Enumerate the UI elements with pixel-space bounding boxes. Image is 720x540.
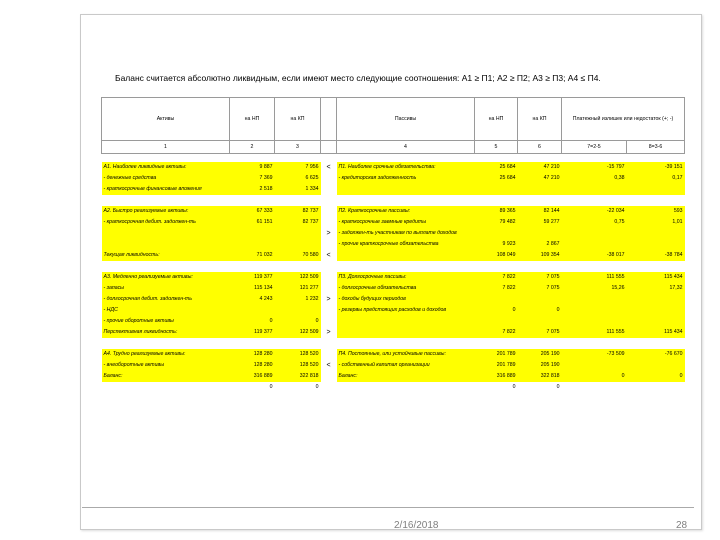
liabilities-end-value: 322 818	[518, 371, 562, 382]
comparison-sign	[321, 173, 337, 184]
assets-end-value: 122 509	[275, 327, 321, 338]
liabilities-start-value: 25 684	[475, 162, 518, 173]
liabilities-cell: - резервы предстоящих расходов и доходов	[337, 305, 475, 316]
table-row	[102, 371, 685, 382]
assets-end-value: 121 277	[275, 283, 321, 294]
comparison-sign: >	[321, 327, 337, 338]
liabilities-cell: П2. Краткосрочные пассивы:	[337, 206, 475, 217]
surplus-end-value	[627, 360, 685, 371]
assets-end-value: 1 232	[275, 294, 321, 305]
liabilities-start-value: 201 789	[475, 349, 518, 360]
header-cell	[321, 98, 337, 141]
liabilities-cell: - кредиторская задолженность	[337, 173, 475, 184]
surplus-end-value	[627, 239, 685, 250]
table-row	[102, 283, 685, 294]
assets-end-value: 128 520	[275, 360, 321, 371]
assets-start-value: 0	[230, 382, 275, 393]
assets-cell	[102, 195, 230, 206]
col-number: 1	[102, 141, 230, 154]
liabilities-cell: - краткосрочные заемные кредиты	[337, 217, 475, 228]
table-row	[102, 327, 685, 338]
surplus-end-value: 115 434	[627, 327, 685, 338]
liabilities-cell: П1. Наиболее срочные обязательства:	[337, 162, 475, 173]
liabilities-end-value: 109 354	[518, 250, 562, 261]
liabilities-start-value: 79 482	[475, 217, 518, 228]
liabilities-end-value: 0	[518, 382, 562, 393]
comparison-sign	[321, 239, 337, 250]
assets-cell: Текущая ликвидность:	[102, 250, 230, 261]
liabilities-start-value	[475, 294, 518, 305]
liabilities-cell: П4. Постоянные, или устойчивые пассивы:	[337, 349, 475, 360]
liabilities-end-value: 7 075	[518, 272, 562, 283]
table-row	[102, 217, 685, 228]
surplus-start-value: 0	[562, 371, 627, 382]
liabilities-cell: - задолжен-ть участникам по выплате доходов	[337, 228, 475, 239]
col-number: 7=2-5	[562, 141, 627, 154]
liabilities-start-value: 89 365	[475, 206, 518, 217]
assets-cell: - краткосрочная дебит. задолжен-ть	[102, 217, 230, 228]
liabilities-cell: - долгосрочные обязательства	[337, 283, 475, 294]
table-row	[102, 173, 685, 184]
surplus-end-value: 0	[627, 371, 685, 382]
assets-cell	[102, 338, 230, 349]
comparison-sign	[321, 316, 337, 327]
assets-cell: А4. Трудно реализуемые активы:	[102, 349, 230, 360]
surplus-start-value	[562, 338, 627, 349]
assets-start-value: 316 889	[230, 371, 275, 382]
liabilities-start-value: 25 684	[475, 173, 518, 184]
surplus-end-value: -38 784	[627, 250, 685, 261]
table-row	[102, 349, 685, 360]
surplus-start-value: 111 555	[562, 327, 627, 338]
liabilities-cell	[337, 184, 475, 195]
header-cell: на НП	[475, 98, 518, 141]
liabilities-cell	[337, 195, 475, 206]
liabilities-cell: - собственный капитал организации	[337, 360, 475, 371]
assets-start-value: 67 333	[230, 206, 275, 217]
assets-end-value: 6 625	[275, 173, 321, 184]
col-number: 2	[230, 141, 275, 154]
slide-heading: Баланс считается абсолютно ликвидным, если имеют место следующие соотношения: А1 ≥ П1; А2 ≥ П2; А3 ≥ П3; А4 ≤ П4.	[115, 73, 601, 83]
surplus-end-value: 17,32	[627, 283, 685, 294]
assets-start-value: 2 518	[230, 184, 275, 195]
assets-end-value: 82 737	[275, 206, 321, 217]
surplus-end-value: 115 434	[627, 272, 685, 283]
surplus-start-value	[562, 316, 627, 327]
table-row	[102, 195, 685, 206]
assets-cell: - внеоборотные активы	[102, 360, 230, 371]
table-row	[102, 206, 685, 217]
comparison-sign	[321, 382, 337, 393]
liabilities-start-value	[475, 338, 518, 349]
spacer-row	[102, 154, 685, 163]
col-number	[321, 141, 337, 154]
header-cell: на КП	[518, 98, 562, 141]
comparison-sign	[321, 195, 337, 206]
assets-cell: Баланс:	[102, 371, 230, 382]
assets-start-value: 128 280	[230, 349, 275, 360]
assets-end-value: 0	[275, 382, 321, 393]
table-row	[102, 250, 685, 261]
surplus-end-value: -76 670	[627, 349, 685, 360]
surplus-start-value: 0,38	[562, 173, 627, 184]
slide-page-number: 28	[676, 520, 688, 531]
comparison-sign	[321, 371, 337, 382]
table-row	[102, 305, 685, 316]
liabilities-cell	[337, 250, 475, 261]
assets-cell: - НДС	[102, 305, 230, 316]
surplus-start-value	[562, 294, 627, 305]
comparison-sign	[321, 272, 337, 283]
assets-start-value: 61 151	[230, 217, 275, 228]
liabilities-end-value	[518, 195, 562, 206]
liabilities-start-value	[475, 184, 518, 195]
surplus-end-value	[627, 305, 685, 316]
liabilities-start-value: 7 822	[475, 272, 518, 283]
liabilities-end-value	[518, 228, 562, 239]
table-row	[102, 184, 685, 195]
surplus-start-value	[562, 360, 627, 371]
surplus-end-value: -39 151	[627, 162, 685, 173]
assets-start-value	[230, 239, 275, 250]
balance-table	[101, 97, 685, 393]
col-number: 5	[475, 141, 518, 154]
liabilities-start-value: 201 789	[475, 360, 518, 371]
header-cell: Платежный излишек или недостаток (+; -)	[562, 98, 685, 141]
assets-end-value	[275, 239, 321, 250]
liabilities-start-value: 316 889	[475, 371, 518, 382]
header-cell: Активы	[102, 98, 230, 141]
surplus-start-value	[562, 184, 627, 195]
liabilities-cell: Баланс:	[337, 371, 475, 382]
surplus-end-value: 0,17	[627, 173, 685, 184]
table-row	[102, 162, 685, 173]
col-number: 3	[275, 141, 321, 154]
assets-end-value: 82 737	[275, 217, 321, 228]
liabilities-end-value: 0	[518, 305, 562, 316]
liabilities-end-value	[518, 184, 562, 195]
table-row	[102, 272, 685, 283]
comparison-sign: <	[321, 162, 337, 173]
assets-cell: А3. Медленно реализуемые активы:	[102, 272, 230, 283]
surplus-start-value: -38 017	[562, 250, 627, 261]
assets-cell: - запасы	[102, 283, 230, 294]
header-cell: на КП	[275, 98, 321, 141]
surplus-end-value	[627, 316, 685, 327]
liabilities-cell: П3. Долгосрочные пассивы:	[337, 272, 475, 283]
assets-end-value	[275, 338, 321, 349]
header-cell: Пассивы	[337, 98, 475, 141]
comparison-sign: >	[321, 294, 337, 305]
table-row	[102, 338, 685, 349]
comparison-sign	[321, 305, 337, 316]
assets-cell: А1. Наиболее ликвидные активы:	[102, 162, 230, 173]
surplus-start-value	[562, 228, 627, 239]
assets-end-value: 0	[275, 316, 321, 327]
surplus-start-value: -73 509	[562, 349, 627, 360]
surplus-end-value	[627, 294, 685, 305]
assets-cell	[102, 382, 230, 393]
liabilities-end-value: 2 867	[518, 239, 562, 250]
comparison-sign: >	[321, 228, 337, 239]
surplus-start-value: 15,26	[562, 283, 627, 294]
comparison-sign	[321, 206, 337, 217]
liabilities-end-value: 82 144	[518, 206, 562, 217]
table-body	[102, 162, 685, 393]
assets-cell: А2. Быстро реализуемые активы:	[102, 206, 230, 217]
assets-cell: - краткосрочные финансовые вложения	[102, 184, 230, 195]
liabilities-start-value	[475, 195, 518, 206]
liabilities-end-value	[518, 338, 562, 349]
surplus-start-value: 0,75	[562, 217, 627, 228]
liabilities-end-value: 7 075	[518, 327, 562, 338]
liabilities-end-value	[518, 261, 562, 272]
assets-end-value: 7 956	[275, 162, 321, 173]
liabilities-start-value	[475, 261, 518, 272]
col-number: 8=3-6	[627, 141, 685, 154]
liabilities-start-value: 0	[475, 305, 518, 316]
liabilities-end-value	[518, 316, 562, 327]
assets-cell	[102, 228, 230, 239]
table-row	[102, 228, 685, 239]
surplus-start-value	[562, 382, 627, 393]
table-row	[102, 360, 685, 371]
assets-start-value: 7 369	[230, 173, 275, 184]
assets-start-value	[230, 195, 275, 206]
assets-end-value	[275, 228, 321, 239]
liabilities-end-value: 59 277	[518, 217, 562, 228]
assets-end-value: 322 818	[275, 371, 321, 382]
assets-start-value: 9 887	[230, 162, 275, 173]
assets-end-value: 1 334	[275, 184, 321, 195]
col-number: 4	[337, 141, 475, 154]
assets-cell	[102, 239, 230, 250]
liabilities-start-value: 7 822	[475, 327, 518, 338]
table-row	[102, 382, 685, 393]
table-row	[102, 294, 685, 305]
table-row	[102, 239, 685, 250]
comparison-sign: <	[321, 250, 337, 261]
slide-date: 2/16/2018	[394, 520, 439, 531]
liabilities-end-value: 47 210	[518, 162, 562, 173]
column-number-row	[102, 141, 685, 154]
liabilities-cell	[337, 261, 475, 272]
surplus-start-value	[562, 305, 627, 316]
liabilities-cell	[337, 382, 475, 393]
comparison-sign	[321, 184, 337, 195]
assets-cell: - долгосрочная дебит. задолжен-ть	[102, 294, 230, 305]
assets-end-value	[275, 261, 321, 272]
comparison-sign	[321, 349, 337, 360]
liabilities-cell	[337, 327, 475, 338]
assets-end-value: 122 509	[275, 272, 321, 283]
assets-start-value	[230, 261, 275, 272]
surplus-end-value	[627, 184, 685, 195]
surplus-start-value	[562, 195, 627, 206]
comparison-sign	[321, 338, 337, 349]
assets-start-value: 119 377	[230, 272, 275, 283]
liabilities-start-value	[475, 228, 518, 239]
assets-start-value	[230, 305, 275, 316]
col-number: 6	[518, 141, 562, 154]
assets-start-value: 71 032	[230, 250, 275, 261]
surplus-start-value: -22 034	[562, 206, 627, 217]
liabilities-end-value	[518, 294, 562, 305]
liabilities-end-value: 205 190	[518, 360, 562, 371]
assets-end-value: 70 580	[275, 250, 321, 261]
comparison-sign	[321, 283, 337, 294]
surplus-end-value	[627, 338, 685, 349]
surplus-end-value: 1,01	[627, 217, 685, 228]
assets-cell: - денежные средства	[102, 173, 230, 184]
liabilities-start-value	[475, 316, 518, 327]
comparison-sign	[321, 217, 337, 228]
assets-start-value: 128 280	[230, 360, 275, 371]
liabilities-cell: - доходы будущих периодов	[337, 294, 475, 305]
surplus-end-value: 593	[627, 206, 685, 217]
table-row	[102, 316, 685, 327]
liabilities-cell: - прочие краткосрочные обязательства	[337, 239, 475, 250]
liabilities-end-value: 205 190	[518, 349, 562, 360]
surplus-end-value	[627, 228, 685, 239]
liabilities-end-value: 7 075	[518, 283, 562, 294]
assets-start-value	[230, 338, 275, 349]
header-cell: на НП	[230, 98, 275, 141]
table-row	[102, 261, 685, 272]
assets-cell: - прочие оборотные активы	[102, 316, 230, 327]
liabilities-cell	[337, 338, 475, 349]
liabilities-start-value: 7 822	[475, 283, 518, 294]
assets-start-value: 0	[230, 316, 275, 327]
liabilities-start-value: 0	[475, 382, 518, 393]
surplus-start-value	[562, 261, 627, 272]
assets-start-value: 119 377	[230, 327, 275, 338]
surplus-start-value: 111 555	[562, 272, 627, 283]
liabilities-end-value: 47 210	[518, 173, 562, 184]
surplus-end-value	[627, 382, 685, 393]
assets-cell	[102, 261, 230, 272]
assets-end-value: 128 520	[275, 349, 321, 360]
liabilities-cell	[337, 316, 475, 327]
surplus-end-value	[627, 261, 685, 272]
table-header-row	[102, 98, 685, 141]
comparison-sign: <	[321, 360, 337, 371]
assets-cell: Перспективная ликвидность:	[102, 327, 230, 338]
assets-start-value: 4 243	[230, 294, 275, 305]
liabilities-start-value: 9 923	[475, 239, 518, 250]
assets-start-value: 115 134	[230, 283, 275, 294]
surplus-start-value: -15 797	[562, 162, 627, 173]
surplus-end-value	[627, 195, 685, 206]
assets-end-value	[275, 195, 321, 206]
surplus-start-value	[562, 239, 627, 250]
assets-start-value	[230, 228, 275, 239]
footer-divider	[82, 507, 694, 508]
comparison-sign	[321, 261, 337, 272]
liabilities-start-value: 108 049	[475, 250, 518, 261]
assets-end-value	[275, 305, 321, 316]
